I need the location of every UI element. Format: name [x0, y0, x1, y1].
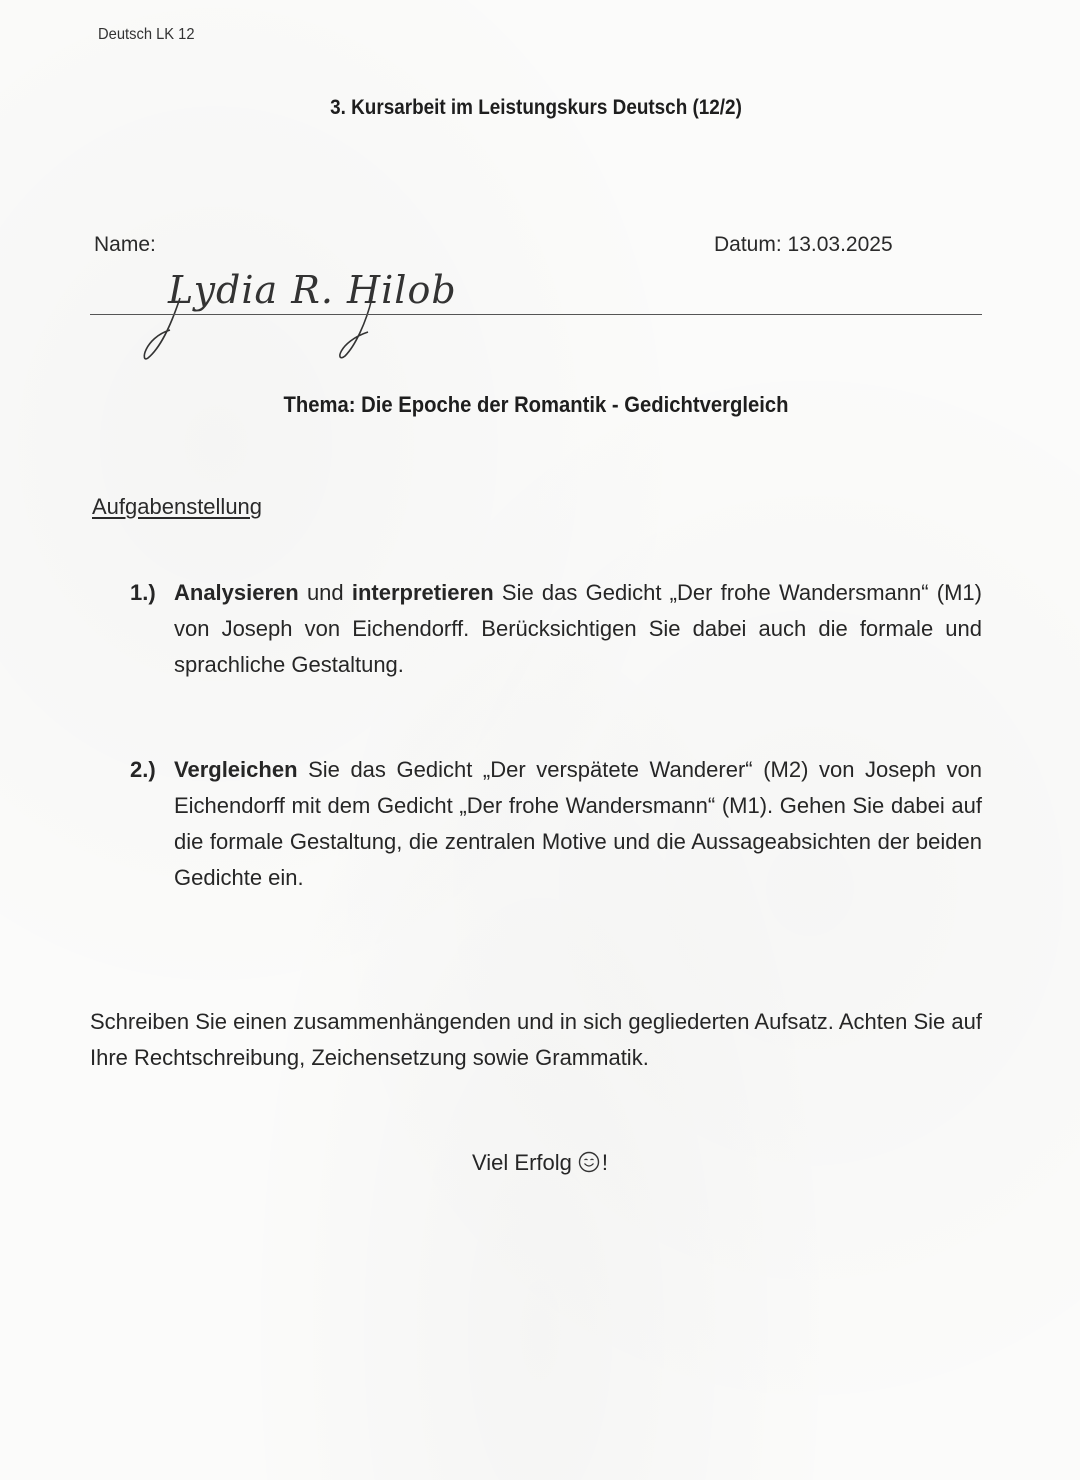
- task-number: 1.): [130, 580, 156, 605]
- task-body: [174, 752, 982, 896]
- task-connector: und: [298, 580, 352, 605]
- task-item-1: [130, 575, 982, 683]
- page-title: 3. Kursarbeit im Leistungskurs Deutsch (12/2): [330, 96, 742, 119]
- task-item-2: [130, 752, 982, 896]
- task-number: 2.): [130, 757, 156, 782]
- tasks-heading: Aufgabenstellung: [92, 494, 263, 519]
- name-underline: [90, 314, 982, 315]
- task-text: Sie das Gedicht „Der verspätete Wanderer“ (M2) von Joseph von Eichendorff mit dem Gedicht „Der frohe Wandersmann“ (M1). Gehen Sie dabei auf die formale Gestaltung, die zentralen Motive und die Aussageabsichten der beiden Gedichte ein.: [174, 757, 982, 890]
- name-label: Name:: [94, 233, 156, 256]
- task-verb: interpretieren: [351, 580, 494, 605]
- closing-punct: !: [601, 1150, 608, 1175]
- smiley-icon: [578, 1151, 600, 1173]
- course-label: Deutsch LK 12: [98, 26, 195, 43]
- task-text: Sie das Gedicht „Der frohe Wandersmann“ (M1) von Joseph von Eichendorff. Berücksichtigen Sie dabei auch die formale und sprachliche Gestaltung.: [174, 580, 982, 677]
- date-label: Datum: 13.03.2025: [714, 233, 893, 256]
- signature-text: Lydia R. Hilob: [168, 268, 457, 312]
- task-verb: Vergleichen: [174, 757, 298, 782]
- task-verb: Analysieren: [174, 580, 299, 605]
- task-body: [174, 575, 982, 683]
- topic-heading: Thema: Die Epoche der Romantik - Gedichtvergleich: [283, 392, 789, 417]
- signature: [140, 268, 560, 368]
- closing-line: [0, 1150, 1080, 1176]
- general-instructions: Schreiben Sie einen zusammenhängenden und in sich gegliederten Aufsatz. Achten Sie auf Ihre Rechtschreibung, Zeichensetzung sowie Grammatik.: [90, 1009, 982, 1070]
- closing-text: Viel Erfolg: [472, 1150, 572, 1175]
